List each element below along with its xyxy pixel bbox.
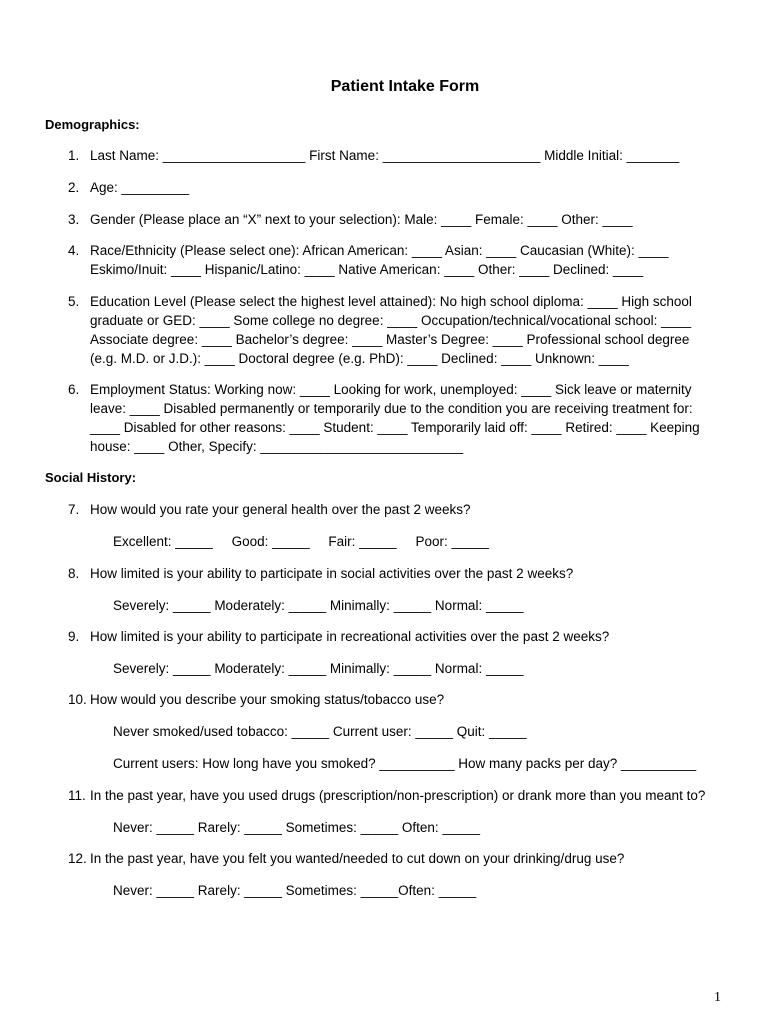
question-number: 3. [68, 212, 80, 227]
social-history-heading: Social History: [45, 470, 137, 485]
question-7 [68, 500, 728, 519]
question-number: 11. [68, 788, 86, 803]
answer-options: Current users: How long have you smoked? __________ How many packs per day? __________ [113, 756, 697, 771]
question-number: 2. [68, 180, 80, 195]
question-number: 9. [68, 629, 80, 644]
question-2 [68, 178, 728, 197]
question-number: 10. [68, 692, 87, 707]
question-number: 1. [68, 148, 80, 163]
demographics-heading: Demographics: [45, 117, 140, 132]
question-text: In the past year, have you felt you wanted/needed to cut down on your drinking/drug use? [90, 851, 625, 866]
question-8 [68, 564, 728, 583]
question-12 [68, 849, 728, 868]
answer-options: Severely: _____ Moderately: _____ Minimally: _____ Normal: _____ [113, 598, 524, 613]
answer-options: Never: _____ Rarely: _____ Sometimes: _____ Often: _____ [113, 820, 480, 835]
question-number: 7. [68, 502, 80, 517]
question-10 [68, 690, 728, 709]
question-4 [68, 241, 728, 279]
question-9 [68, 627, 728, 646]
question-text: Gender (Please place an “X” next to your selection): Male: ____ Female: ____ Other: ____ [90, 212, 633, 227]
question-number: 5. [68, 294, 80, 309]
answer-options: Severely: _____ Moderately: _____ Minimally: _____ Normal: _____ [113, 661, 524, 676]
question-text: How limited is your ability to participate in social activities over the past 2 weeks? [90, 566, 574, 581]
question-text: In the past year, have you used drugs (prescription/non-prescription) or drank more than you meant to? [90, 788, 706, 803]
question-number: 8. [68, 566, 80, 581]
question-6 [68, 380, 728, 456]
question-text: Employment Status: Working now: ____ Looking for work, unemployed: ____ Sick leave or maternity leave: ____ Disabled permanently or temporarily due to the condition you are receiving treatment for: ____ Disabled for other reasons: ____ Student: ____ Temporarily laid off: ____ Retired: ____ Keeping house: ____ Other, Specify: ___________________________ [90, 382, 700, 454]
question-number: 4. [68, 243, 80, 258]
question-text: Education Level (Please select the highest level attained): No high school diploma: ____ High school graduate or GED: ____ Some college no degree: ____ Occupation/technical/vocational school: ____ Associate degree: ____ Bachelor’s degree: ____ Master’s Degree: ____ Professional school degree (e.g. M.D. or J.D.): ____ Doctoral degree (e.g. PhD): ____ Declined: ____ Unknown: ____ [90, 294, 692, 366]
answer-options: Never: _____ Rarely: _____ Sometimes: _____Often: _____ [113, 883, 477, 898]
question-text: How would you rate your general health over the past 2 weeks? [90, 502, 471, 517]
question-number: 12. [68, 851, 87, 866]
question-text: Age: _________ [90, 180, 190, 195]
question-5 [68, 292, 728, 368]
form-title: Patient Intake Form [330, 78, 480, 95]
question-1 [68, 146, 728, 165]
question-text: Race/Ethnicity (Please select one): African American: ____ Asian: ____ Caucasian (White): ____ Eskimo/Inuit: ____ Hispanic/Latino: ____ Native American: ____ Other: ____ Declined: ____ [90, 243, 669, 277]
answer-options: Excellent: _____ Good: _____ Fair: _____ Poor: _____ [113, 534, 489, 549]
question-3 [68, 210, 728, 229]
question-number: 6. [68, 382, 80, 397]
page-number: 1 [714, 990, 721, 1005]
answer-options: Never smoked/used tobacco: _____ Current user: _____ Quit: _____ [113, 724, 527, 739]
question-text: Last Name: ___________________ First Name: _____________________ Middle Initial: _______ [90, 148, 680, 163]
question-11 [68, 786, 728, 805]
question-text: How would you describe your smoking status/tobacco use? [90, 692, 445, 707]
question-text: How limited is your ability to participate in recreational activities over the past 2 weeks? [90, 629, 610, 644]
